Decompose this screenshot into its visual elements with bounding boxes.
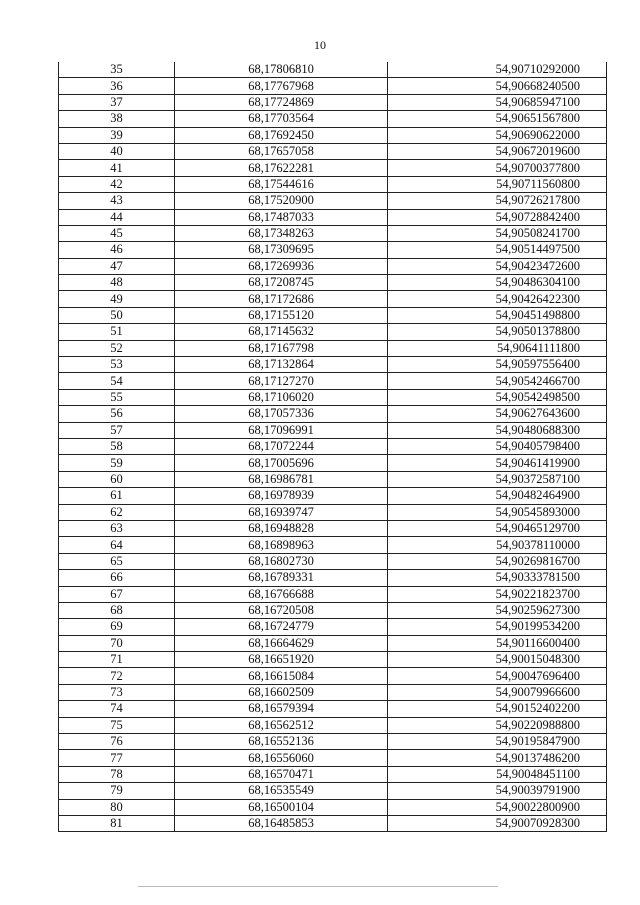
x-coordinate-cell: 68,16898963 — [175, 537, 388, 553]
table-row — [59, 815, 607, 831]
y-coordinate-cell: 54,90039791900 — [388, 783, 607, 799]
y-coordinate-cell: 54,90651567800 — [388, 111, 607, 127]
page-number: 10 — [314, 38, 326, 52]
point-number-cell: 42 — [59, 176, 175, 192]
y-coordinate-cell: 54,90195847900 — [388, 734, 607, 750]
y-coordinate-cell: 54,90461419900 — [388, 455, 607, 471]
point-number-cell: 54 — [59, 373, 175, 389]
x-coordinate-cell: 68,17806810 — [175, 62, 388, 78]
table-row — [59, 799, 607, 815]
point-number-cell: 79 — [59, 783, 175, 799]
x-coordinate-cell: 68,16552136 — [175, 734, 388, 750]
table-row — [59, 176, 607, 192]
x-coordinate-cell: 68,16615084 — [175, 668, 388, 684]
y-coordinate-cell: 54,90152402200 — [388, 701, 607, 717]
x-coordinate-cell: 68,17767968 — [175, 78, 388, 94]
table-row — [59, 340, 607, 356]
point-number-cell: 45 — [59, 225, 175, 241]
x-coordinate-cell: 68,17487033 — [175, 209, 388, 225]
point-number-cell: 48 — [59, 275, 175, 291]
x-coordinate-cell: 68,16724779 — [175, 619, 388, 635]
x-coordinate-cell: 68,17172686 — [175, 291, 388, 307]
point-number-cell: 81 — [59, 815, 175, 831]
table-row — [59, 291, 607, 307]
point-number-cell: 58 — [59, 438, 175, 454]
y-coordinate-cell: 54,90070928300 — [388, 815, 607, 831]
table-row — [59, 652, 607, 668]
x-coordinate-cell: 68,17208745 — [175, 275, 388, 291]
table-row — [59, 258, 607, 274]
point-number-cell: 49 — [59, 291, 175, 307]
point-number-cell: 35 — [59, 62, 175, 78]
table-row — [59, 701, 607, 717]
table-row — [59, 635, 607, 651]
table-row — [59, 586, 607, 602]
point-number-cell: 76 — [59, 734, 175, 750]
point-number-cell: 60 — [59, 471, 175, 487]
table-row — [59, 160, 607, 176]
point-number-cell: 68 — [59, 602, 175, 618]
point-number-cell: 67 — [59, 586, 175, 602]
point-number-cell: 44 — [59, 209, 175, 225]
y-coordinate-cell: 54,90542498500 — [388, 389, 607, 405]
table-row — [59, 127, 607, 143]
y-coordinate-cell: 54,90269816700 — [388, 553, 607, 569]
x-coordinate-cell: 68,16664629 — [175, 635, 388, 651]
y-coordinate-cell: 54,90627643600 — [388, 406, 607, 422]
point-number-cell: 36 — [59, 78, 175, 94]
x-coordinate-cell: 68,16579394 — [175, 701, 388, 717]
y-coordinate-cell: 54,90465129700 — [388, 520, 607, 536]
table-row — [59, 783, 607, 799]
y-coordinate-cell: 54,90710292000 — [388, 62, 607, 78]
y-coordinate-cell: 54,90220988800 — [388, 717, 607, 733]
x-coordinate-cell: 68,17072244 — [175, 438, 388, 454]
point-number-cell: 70 — [59, 635, 175, 651]
point-number-cell: 50 — [59, 307, 175, 323]
point-number-cell: 52 — [59, 340, 175, 356]
x-coordinate-cell: 68,16485853 — [175, 815, 388, 831]
point-number-cell: 62 — [59, 504, 175, 520]
point-number-cell: 75 — [59, 717, 175, 733]
x-coordinate-cell: 68,16651920 — [175, 652, 388, 668]
x-coordinate-cell: 68,16500104 — [175, 799, 388, 815]
table-row — [59, 94, 607, 110]
point-number-cell: 38 — [59, 111, 175, 127]
x-coordinate-cell: 68,16570471 — [175, 766, 388, 782]
x-coordinate-cell: 68,16802730 — [175, 553, 388, 569]
y-coordinate-cell: 54,90047696400 — [388, 668, 607, 684]
table-row — [59, 455, 607, 471]
table-row — [59, 668, 607, 684]
x-coordinate-cell: 68,17106020 — [175, 389, 388, 405]
table-row — [59, 471, 607, 487]
point-number-cell: 59 — [59, 455, 175, 471]
y-coordinate-cell: 54,90690622000 — [388, 127, 607, 143]
table-row — [59, 734, 607, 750]
point-number-cell: 46 — [59, 242, 175, 258]
x-coordinate-cell: 68,17348263 — [175, 225, 388, 241]
x-coordinate-cell: 68,17096991 — [175, 422, 388, 438]
x-coordinate-cell: 68,16556060 — [175, 750, 388, 766]
y-coordinate-cell: 54,90545893000 — [388, 504, 607, 520]
table-row — [59, 438, 607, 454]
x-coordinate-cell: 68,17155120 — [175, 307, 388, 323]
table-row — [59, 78, 607, 94]
x-coordinate-cell: 68,17622281 — [175, 160, 388, 176]
x-coordinate-cell: 68,17145632 — [175, 324, 388, 340]
y-coordinate-cell: 54,90022800900 — [388, 799, 607, 815]
x-coordinate-cell: 68,16535549 — [175, 783, 388, 799]
table-row — [59, 209, 607, 225]
table-row — [59, 750, 607, 766]
y-coordinate-cell: 54,90199534200 — [388, 619, 607, 635]
x-coordinate-cell: 68,17692450 — [175, 127, 388, 143]
x-coordinate-cell: 68,16939747 — [175, 504, 388, 520]
y-coordinate-cell: 54,90378110000 — [388, 537, 607, 553]
x-coordinate-cell: 68,16789331 — [175, 570, 388, 586]
point-number-cell: 51 — [59, 324, 175, 340]
x-coordinate-cell: 68,16562512 — [175, 717, 388, 733]
table-row — [59, 389, 607, 405]
y-coordinate-cell: 54,90668240500 — [388, 78, 607, 94]
y-coordinate-cell: 54,90672019600 — [388, 143, 607, 159]
y-coordinate-cell: 54,90728842400 — [388, 209, 607, 225]
y-coordinate-cell: 54,90426422300 — [388, 291, 607, 307]
point-number-cell: 71 — [59, 652, 175, 668]
table-row — [59, 488, 607, 504]
x-coordinate-cell: 68,17005696 — [175, 455, 388, 471]
bottom-rule — [138, 886, 498, 887]
point-number-cell: 74 — [59, 701, 175, 717]
x-coordinate-cell: 68,16986781 — [175, 471, 388, 487]
y-coordinate-cell: 54,90137486200 — [388, 750, 607, 766]
coordinates-table — [58, 62, 607, 832]
x-coordinate-cell: 68,17127270 — [175, 373, 388, 389]
point-number-cell: 55 — [59, 389, 175, 405]
y-coordinate-cell: 54,90423472600 — [388, 258, 607, 274]
x-coordinate-cell: 68,17269936 — [175, 258, 388, 274]
x-coordinate-cell: 68,16720508 — [175, 602, 388, 618]
point-number-cell: 39 — [59, 127, 175, 143]
point-number-cell: 53 — [59, 357, 175, 373]
point-number-cell: 61 — [59, 488, 175, 504]
y-coordinate-cell: 54,90597556400 — [388, 357, 607, 373]
table-row — [59, 684, 607, 700]
table-row — [59, 520, 607, 536]
y-coordinate-cell: 54,90501378800 — [388, 324, 607, 340]
point-number-cell: 56 — [59, 406, 175, 422]
table-row — [59, 717, 607, 733]
table-row — [59, 602, 607, 618]
table-row — [59, 242, 607, 258]
point-number-cell: 57 — [59, 422, 175, 438]
table-row — [59, 406, 607, 422]
x-coordinate-cell: 68,16948828 — [175, 520, 388, 536]
table-row — [59, 422, 607, 438]
point-number-cell: 73 — [59, 684, 175, 700]
point-number-cell: 65 — [59, 553, 175, 569]
x-coordinate-cell: 68,17544616 — [175, 176, 388, 192]
y-coordinate-cell: 54,90372587100 — [388, 471, 607, 487]
x-coordinate-cell: 68,17132864 — [175, 357, 388, 373]
point-number-cell: 66 — [59, 570, 175, 586]
table-row — [59, 766, 607, 782]
x-coordinate-cell: 68,17167798 — [175, 340, 388, 356]
table-row — [59, 553, 607, 569]
table-row — [59, 62, 607, 78]
x-coordinate-cell: 68,16978939 — [175, 488, 388, 504]
y-coordinate-cell: 54,90726217800 — [388, 193, 607, 209]
y-coordinate-cell: 54,90333781500 — [388, 570, 607, 586]
point-number-cell: 77 — [59, 750, 175, 766]
point-number-cell: 47 — [59, 258, 175, 274]
point-number-cell: 40 — [59, 143, 175, 159]
y-coordinate-cell: 54,90641111800 — [388, 340, 607, 356]
table-row — [59, 357, 607, 373]
point-number-cell: 63 — [59, 520, 175, 536]
x-coordinate-cell: 68,17057336 — [175, 406, 388, 422]
table-row — [59, 619, 607, 635]
coordinates-table-body — [59, 62, 607, 832]
table-row — [59, 111, 607, 127]
y-coordinate-cell: 54,90508241700 — [388, 225, 607, 241]
x-coordinate-cell: 68,16602509 — [175, 684, 388, 700]
x-coordinate-cell: 68,17724869 — [175, 94, 388, 110]
table-row — [59, 307, 607, 323]
point-number-cell: 37 — [59, 94, 175, 110]
table-row — [59, 275, 607, 291]
x-coordinate-cell: 68,17703564 — [175, 111, 388, 127]
x-coordinate-cell: 68,17309695 — [175, 242, 388, 258]
point-number-cell: 41 — [59, 160, 175, 176]
y-coordinate-cell: 54,90015048300 — [388, 652, 607, 668]
y-coordinate-cell: 54,90451498800 — [388, 307, 607, 323]
y-coordinate-cell: 54,90700377800 — [388, 160, 607, 176]
y-coordinate-cell: 54,90079966600 — [388, 684, 607, 700]
y-coordinate-cell: 54,90685947100 — [388, 94, 607, 110]
x-coordinate-cell: 68,17520900 — [175, 193, 388, 209]
point-number-cell: 69 — [59, 619, 175, 635]
point-number-cell: 80 — [59, 799, 175, 815]
point-number-cell: 64 — [59, 537, 175, 553]
table-row — [59, 143, 607, 159]
y-coordinate-cell: 54,90259627300 — [388, 602, 607, 618]
y-coordinate-cell: 54,90711560800 — [388, 176, 607, 192]
y-coordinate-cell: 54,90486304100 — [388, 275, 607, 291]
y-coordinate-cell: 54,90221823700 — [388, 586, 607, 602]
y-coordinate-cell: 54,90116600400 — [388, 635, 607, 651]
y-coordinate-cell: 54,90405798400 — [388, 438, 607, 454]
point-number-cell: 72 — [59, 668, 175, 684]
point-number-cell: 43 — [59, 193, 175, 209]
table-row — [59, 193, 607, 209]
table-row — [59, 504, 607, 520]
y-coordinate-cell: 54,90542466700 — [388, 373, 607, 389]
table-row — [59, 537, 607, 553]
table-row — [59, 570, 607, 586]
x-coordinate-cell: 68,17657058 — [175, 143, 388, 159]
y-coordinate-cell: 54,90048451100 — [388, 766, 607, 782]
y-coordinate-cell: 54,90482464900 — [388, 488, 607, 504]
table-row — [59, 324, 607, 340]
table-row — [59, 225, 607, 241]
x-coordinate-cell: 68,16766688 — [175, 586, 388, 602]
point-number-cell: 78 — [59, 766, 175, 782]
table-row — [59, 373, 607, 389]
y-coordinate-cell: 54,90480688300 — [388, 422, 607, 438]
y-coordinate-cell: 54,90514497500 — [388, 242, 607, 258]
